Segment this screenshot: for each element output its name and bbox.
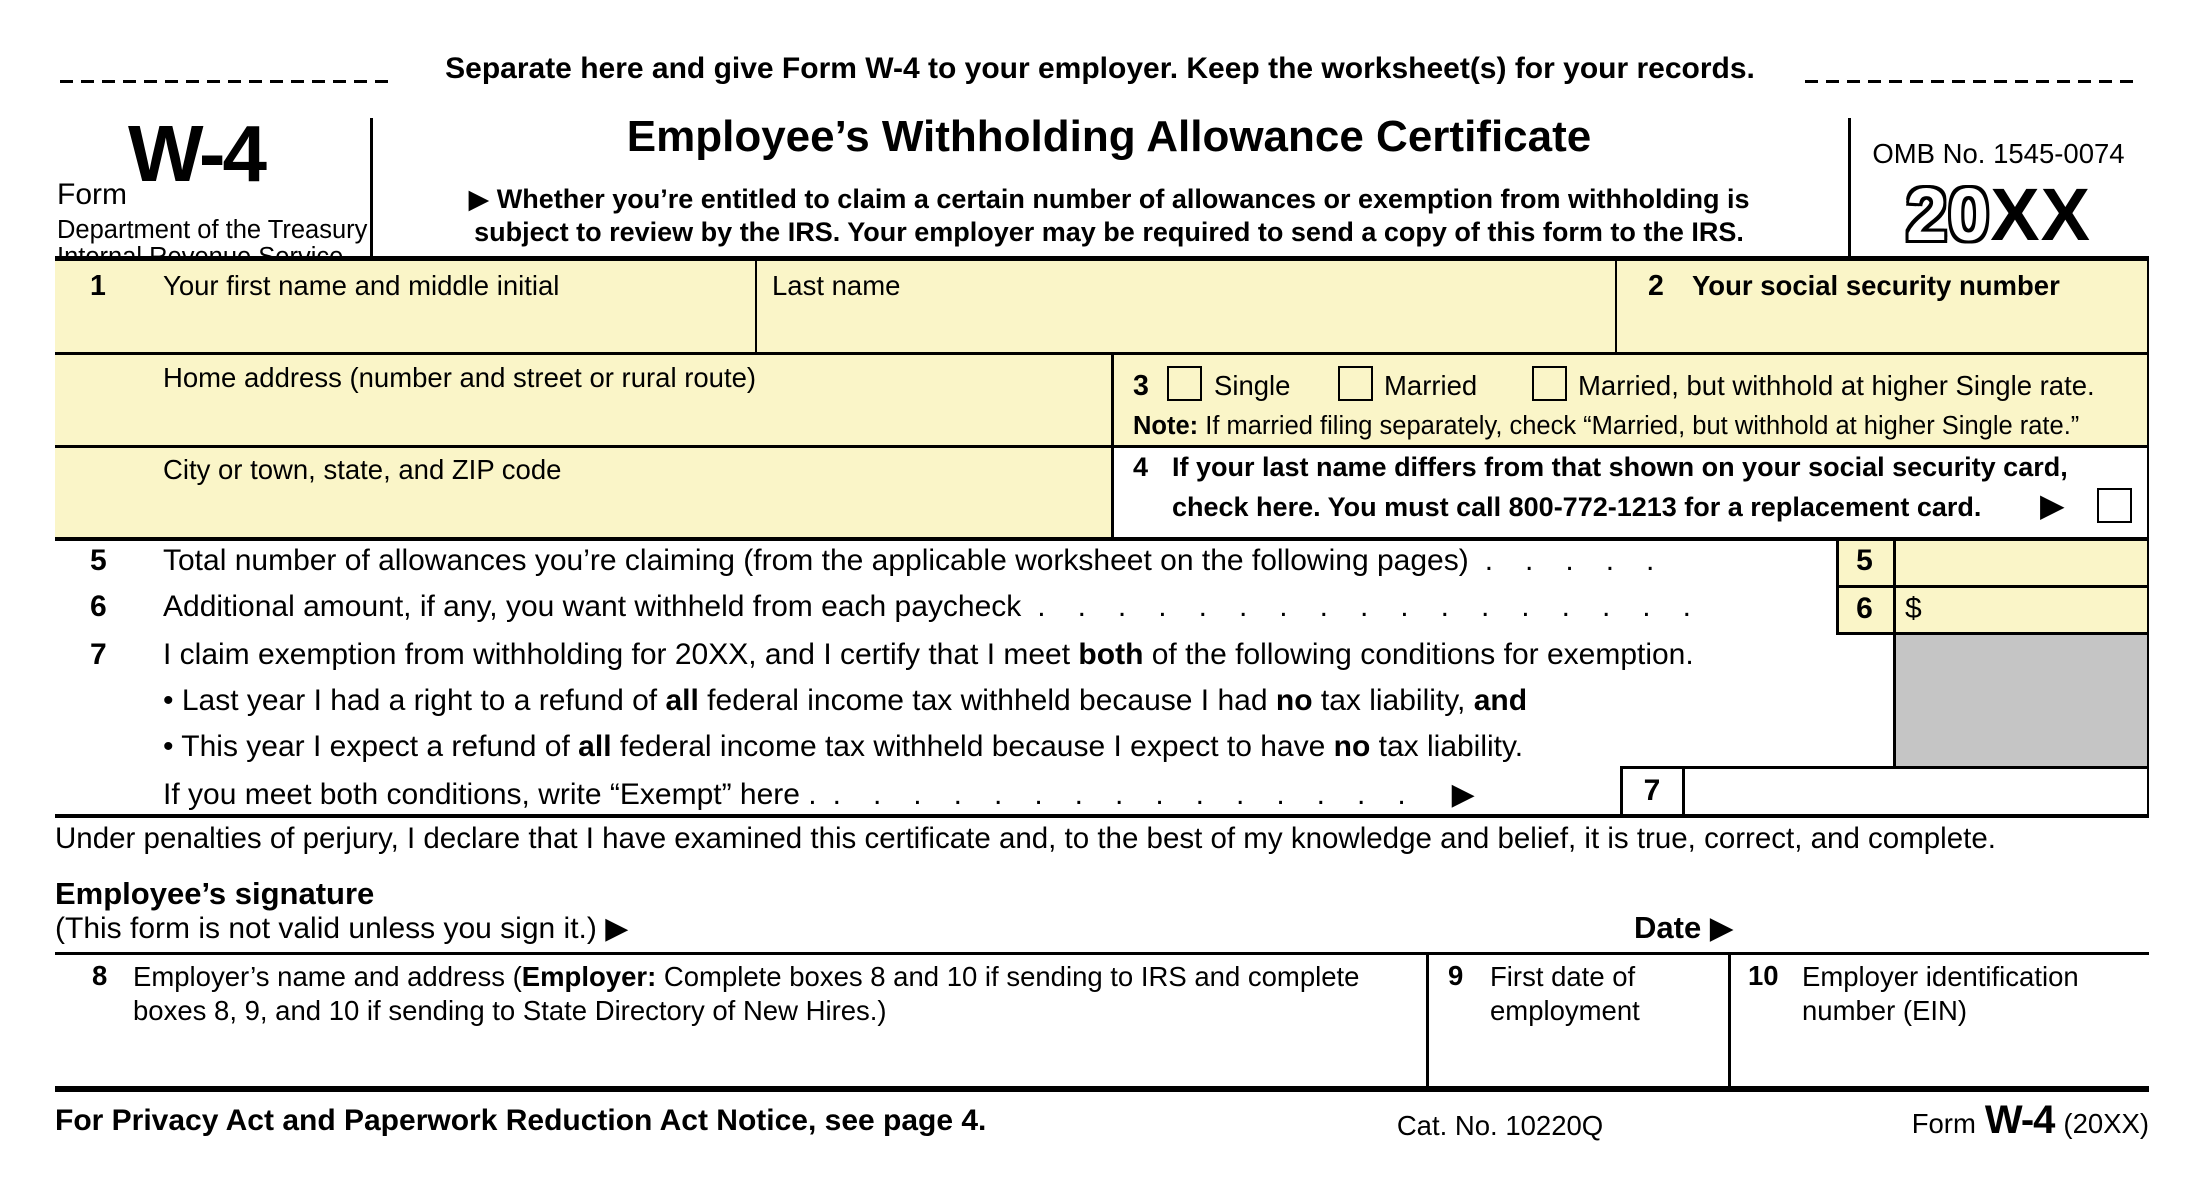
divider-cell9-cell10: [1728, 952, 1731, 1086]
ssn-field[interactable]: [1619, 300, 2145, 350]
line3-note: Note: If married filing separately, check “Married, but withhold at higher Single rate.”: [1133, 412, 2080, 440]
ein-field[interactable]: [1734, 1032, 2144, 1084]
line6-dot-leader: .................: [1037, 590, 1723, 623]
exempt-text: If you meet both conditions, write “Exempt” here .: [163, 778, 817, 811]
city-field[interactable]: [57, 490, 1109, 535]
signature-field[interactable]: [700, 905, 1600, 950]
line9-label: [1490, 960, 1720, 1028]
line7-box-number: 7: [1643, 774, 1661, 807]
rule-certification-top: [55, 814, 2149, 818]
line5-number: 5: [90, 544, 107, 577]
line6-text-body: Additional amount, if any, you want withheld from each paycheck: [163, 590, 1022, 623]
dollar-sign: $: [1905, 592, 1922, 625]
last-name-field[interactable]: [759, 300, 1613, 350]
tax-year: [1848, 173, 2149, 256]
line8-number: 8: [92, 960, 108, 991]
first-name-field[interactable]: [57, 300, 753, 350]
checkbox-name-differs[interactable]: [2097, 488, 2132, 523]
line6-box-number: 6: [1856, 591, 1873, 625]
rule-line6-bottom: [1836, 632, 2149, 635]
table-top-rule: [55, 256, 2149, 261]
rule-row2-bottom: [55, 445, 2149, 448]
line5-box-number: 5: [1856, 544, 1873, 577]
line7-exempt-line: [163, 778, 1475, 813]
separator-instruction: Separate here and give Form W-4 to your employer. Keep the worksheet(s) for your records.: [445, 52, 1755, 85]
divider-address-marital: [1111, 352, 1114, 537]
year-outline-part: 20: [1905, 173, 1991, 256]
privacy-notice: For Privacy Act and Paperwork Reduction Act Notice, see page 4.: [55, 1104, 987, 1137]
employer-name-address-field[interactable]: [60, 1032, 1420, 1084]
line10-label: [1802, 960, 2147, 1028]
checkbox-married[interactable]: [1338, 366, 1373, 401]
divider-first-last: [755, 256, 757, 352]
line10-label-line1: Employer identification: [1802, 961, 2079, 992]
line4-arrow-icon: ▶: [2040, 487, 2065, 523]
shaded-box: [1893, 632, 2149, 766]
date-label: Date ▶: [1634, 910, 1734, 945]
home-address-field[interactable]: [57, 395, 1109, 443]
footer-form-id: [1912, 1098, 2149, 1143]
footer-form-year: (20XX): [2063, 1108, 2149, 1139]
separator-dash-right: [1805, 80, 2140, 83]
agency-line1: Department of the Treasury: [57, 216, 368, 244]
line4-text-line1: If your last name differs from that shown on your social security card,: [1172, 452, 2068, 482]
married-label: Married: [1384, 370, 1478, 401]
home-address-label: Home address (number and street or rural route): [163, 362, 757, 393]
line9-number: 9: [1448, 960, 1464, 991]
first-date-employment-field[interactable]: [1432, 1032, 1725, 1084]
form-word: Form: [57, 178, 127, 211]
checkbox-single[interactable]: [1167, 366, 1202, 401]
line9-label-line2: employment: [1490, 995, 1640, 1026]
catalog-number: Cat. No. 10220Q: [1396, 1110, 1604, 1141]
line8-label: [133, 960, 1413, 1028]
rule-row1-bottom: [55, 352, 2149, 355]
employee-signature-label: Employee’s signature: [55, 876, 375, 911]
line9-label-line1: First date of: [1490, 961, 1636, 992]
ssn-label: Your social security number: [1692, 270, 2060, 301]
exempt-entry-field[interactable]: [1685, 768, 2147, 814]
line10-number: 10: [1748, 960, 1779, 991]
line10-label-line2: number (EIN): [1802, 995, 1968, 1026]
line4-text-line2: check here. You must call 800-772-1213 for a replacement card.: [1172, 492, 1982, 522]
line5-entry-field[interactable]: [1896, 539, 2147, 585]
year-solid-part: XX: [1990, 173, 2092, 256]
line1-number: 1: [90, 270, 106, 302]
line7-bullet1: • Last year I had a right to a refund of all federal income tax withheld because I had no tax liability, and: [163, 684, 1528, 717]
line7-condition: I claim exemption from withholding for 20XX, and I certify that I meet both of the following conditions for exemption.: [163, 638, 1694, 671]
line2-number: 2: [1648, 270, 1664, 302]
line6-entry-field[interactable]: [1930, 587, 2147, 632]
exempt-dot-leader: ...............: [832, 778, 1438, 811]
first-name-label: Your first name and middle initial: [163, 270, 560, 301]
married-higher-rate-label: Married, but withhold at higher Single rate.: [1578, 370, 2095, 401]
divider-cell8-cell9: [1426, 952, 1429, 1086]
checkbox-married-higher-rate[interactable]: [1532, 366, 1567, 401]
footer-form-number: W-4: [1984, 1098, 2055, 1142]
divider-last-ssn: [1615, 256, 1617, 352]
line5-dot-leader: .....: [1484, 544, 1687, 577]
subtitle-line2: subject to review by the IRS. Your employer may be required to send a copy of this form to the IRS.: [474, 217, 1744, 247]
line8-label-line1: Employer’s name and address (Employer: Complete boxes 8 and 10 if sending to IRS and complete: [133, 961, 1360, 992]
page-title: Employee’s Withholding Allowance Certificate: [626, 112, 1592, 161]
perjury-statement: Under penalties of perjury, I declare that I have examined this certificate and, to the best of my knowledge and belief, it is true, correct, and complete.: [55, 822, 1996, 855]
form-number-logo: W-4: [128, 109, 265, 198]
omb-number: OMB No. 1545-0074: [1872, 138, 2125, 169]
line4-number: 4: [1133, 452, 1149, 482]
line3-number: 3: [1133, 370, 1149, 402]
line6-text: [163, 590, 1723, 625]
last-name-label: Last name: [772, 270, 901, 301]
footer-rule: [55, 1086, 2149, 1092]
subtitle-line1: ▶ Whether you’re entitled to claim a certain number of allowances or exemption from withholding is: [468, 184, 1750, 214]
line5-text: [163, 544, 1686, 579]
signature-rule: [55, 952, 2149, 955]
single-label: Single: [1214, 370, 1291, 401]
shaded-box-left-edge: [1893, 632, 1896, 766]
line7-number: 7: [90, 638, 107, 671]
rule-row3-bottom: [55, 537, 2149, 541]
city-label: City or town, state, and ZIP code: [163, 454, 562, 485]
line8-label-line2: boxes 8, 9, and 10 if sending to State Directory of New Hires.): [133, 995, 887, 1026]
date-field[interactable]: [1740, 905, 2140, 950]
table-right-edge: [2147, 256, 2149, 814]
footer-form-word: Form: [1911, 1108, 1976, 1139]
signature-validity-note: (This form is not valid unless you sign it.) ▶: [55, 912, 629, 945]
exempt-arrow-icon: ▶: [1451, 778, 1475, 811]
line6-number: 6: [90, 590, 107, 623]
line7-bullet2: • This year I expect a refund of all federal income tax withheld because I expect to have no tax liability.: [163, 730, 1524, 763]
line5-text-body: Total number of allowances you’re claiming (from the applicable worksheet on the following pages): [163, 544, 1469, 577]
